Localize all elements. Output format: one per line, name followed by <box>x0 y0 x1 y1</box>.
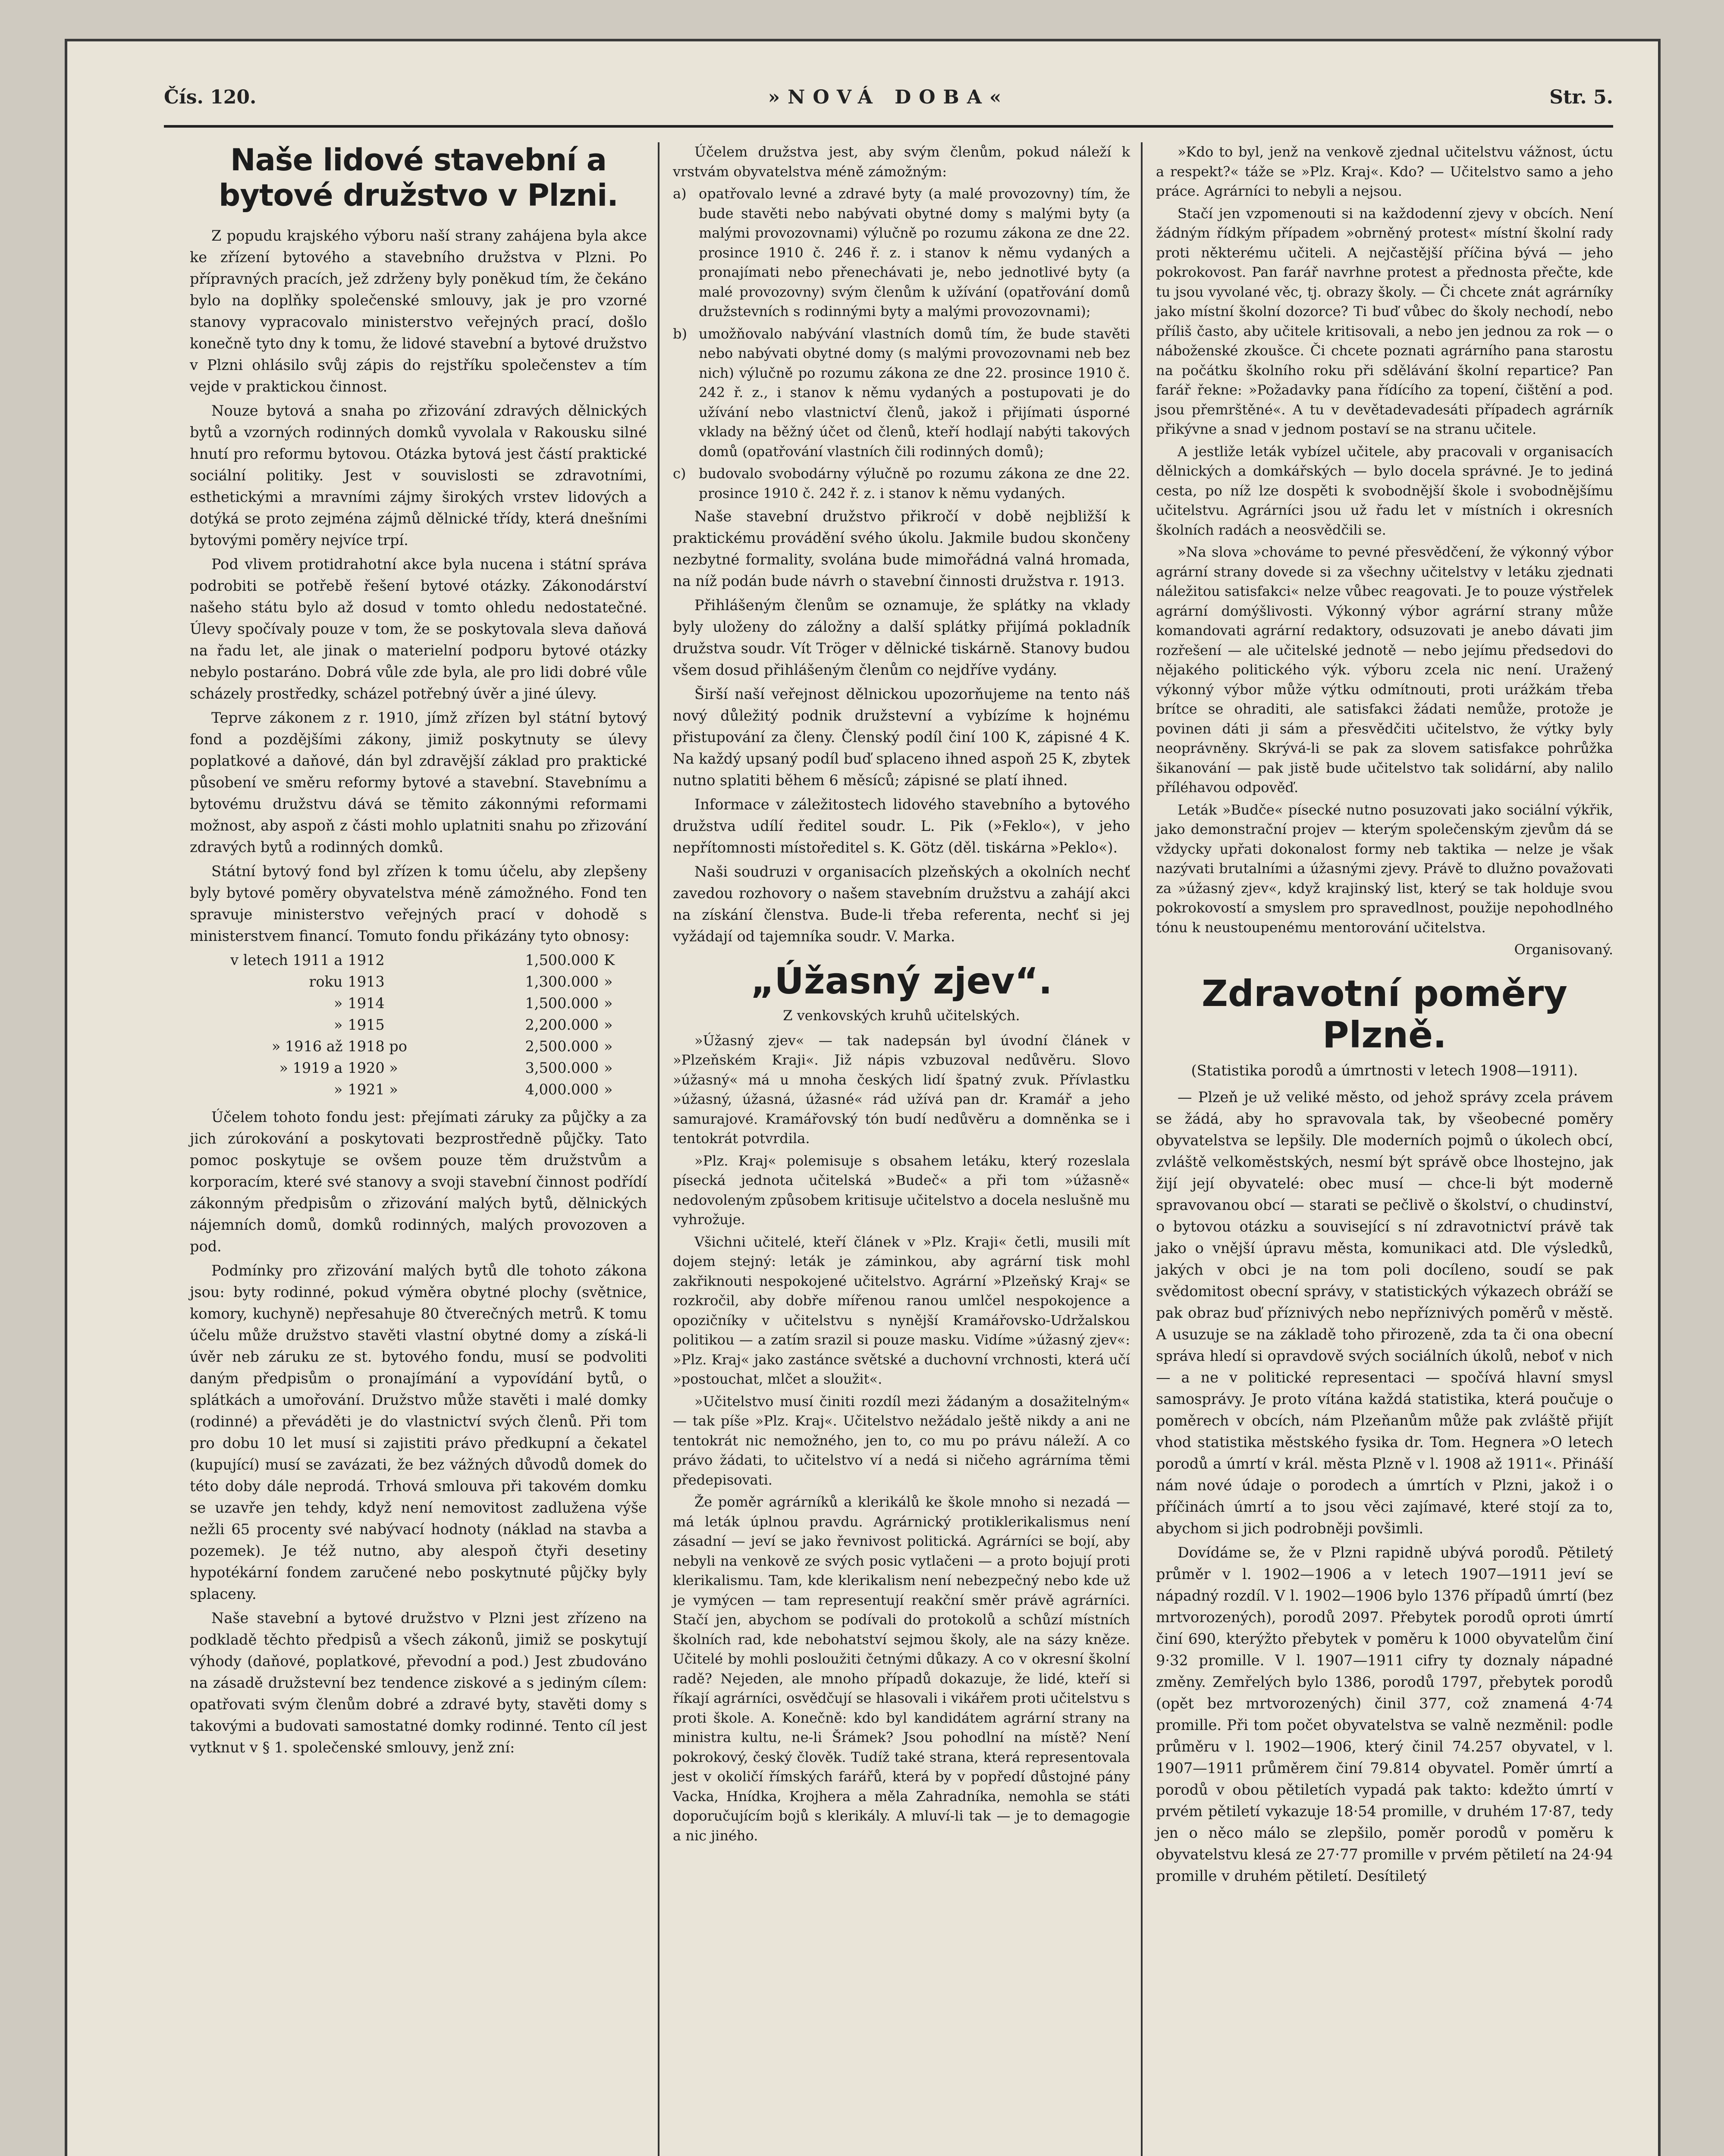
paragraph: Účelem tohoto fondu jest: přejímati záruky za půjčky a za jich zúrokování a poskytovati bezprostředně půjčky. Tato pomoc poskytuje se ovšem pouze těm družstvům a korporacím, které své stanovy a svoji stavební činnost podřídí zákonným předpisům o zřizování malých bytů, dělnických nájemních domů, domků rodinných, malých provozoven a pod. <box>190 1109 647 1255</box>
paragraph: Státní bytový fond byl zřízen k tomu účelu, aby zlepšeny byly bytové poměry obyvatelstva méně zámožného. Fond ten spravuje ministerstvo veřejných prací v dohodě s ministerstvem financí. Tomuto fondu přikázány tyto obnosy: <box>190 863 647 944</box>
paragraph: Širší naší veřejnost dělnickou upozorňujeme na tento náš nový důležitý podnik družstevní a vybízíme k hojnému přistupování za členy. Členský podíl činí 100 K, zápisné 4 K. Na každý upsaný podíl buď splaceno ihned aspoň 25 K, zbytek nutno splatiti během 6 měsíců; zápisné se platí ihned. <box>673 686 1130 789</box>
table-row: » 1921 » 4,000.000 » <box>333 1081 613 1098</box>
newspaper-page <box>65 39 1661 2156</box>
table-row: v letech 1911 a 1912 1,500.000 K <box>230 952 615 968</box>
column-divider <box>1141 142 1143 2156</box>
paragraph: Informace v záležitostech lidového stavebního a bytového družstva udílí ředitel soudr. L. Pik (»Feklo«), v jeho nepřítomnosti místoředitel s. K. Götz (děl. tiskárna »Peklo«). <box>673 796 1130 856</box>
table-row: » 1919 a 1920 » 3,500.000 » <box>279 1059 613 1076</box>
table-row: » 1915 2,200.000 » <box>333 1016 613 1033</box>
article-title-health: Zdravotní poměry Plzně. <box>1201 972 1568 1056</box>
paragraph: Naši soudruzi v organisacích plzeňských a okolních nechť zavedou rozhovory o našem stavebním družstvu a zahájí akci na získání členstva. Bude-li třeba referenta, nechť si jej vyžádají od tajemníka soudr. V. Marka. <box>673 863 1130 945</box>
paragraph: Dovídáme se, že v Plzni rapidně ubývá porodů. Pětiletý průměr v l. 1902—1906 a v letech 1907—1911 jeví se nápadný rozdíl. V l. 1902—1906 bylo 1376 případů úmrtí (bez mrtvorozených), porodů 2097. Přebytek porodů oproti úmrtí činí 690, kterýžto přebytek v poměru k 1000 obyvatelům činí 9·32 promille. V l. 1907—1911 cifry ty doznaly nápadné změny. Zemřelých bylo 1386, porodů 1797, přebytek porodů (opět bez mrtvorozených) činil 377, což znamená 4·74 promille. Při tom počet obyvatelstva se valně nezměnil: podle průměru v l. 1902—1906, který činil 74.257 obyvatel, v l. 1907—1911 průměrem činí 79.814 obyvatel. Poměr úmrtí a porodů v obou pětiletích vypadá pak takto: kdežto úmrtí v prvém pětiletí vykazuje 18·54 promille, v druhém 17·87, tedy jen o něco málo se zlepšilo, poměr porodů v poměru k obyvatelstvu klesá ze 27·77 promille v prvém pětiletí na 24·94 promille v druhém pětiletí. Desítiletý <box>1156 1544 1613 1884</box>
paragraph: Teprve zákonem z r. 1910, jímž zřízen byl státní bytový fond a pozdějšími zákony, jimiž poskytnuty se úlevy poplatkové a daňové, dán byl zdravější základ pro praktické působení ve směru reformy bytové a stavební. Stavebnímu a bytovému družstvu dává se těmito zákonnými reformami možnost, aby aspoň z části mohlo uplatniti snahu po zřizování zdravých bytů a rodinných domků. <box>190 709 647 856</box>
purpose-list <box>673 184 1130 503</box>
list-item: a) opatřovalo levné a zdravé byty (a malé provozovny) tím, že bude stavěti nebo nabývati obytné domy s malými byty (a malými provozovnami) výlučně po rozumu zákona ze dne 22. prosince 1910 č. 246 ř. z. i stanov k němu vydaných a pronajímati nebo přenechávati je, nebo jednotlivé byty (a malé provozovny) svým členům k užívání (opatřování domů družstevních s rodinnými byty a malými provozovnami); <box>673 185 1130 320</box>
table-row: roku 1913 1,300.000 » <box>309 973 613 990</box>
article-subtitle: Z venkovských kruhů učitelských. <box>783 1007 1020 1024</box>
list-item: b) umožňovalo nabývání vlastních domů tím, že bude stavěti nebo nabývati obytné domy (s malými provozovnami neb bez nich) výlučně po rozumu zákona ze dne 22. prosince 1910 č. 242 ř. z., i stanov k němu vydaných a postupovati je do užívání nebo vlastnictví členů, jakož i přijímati úsporné vklady na běžný účet od členů, kteří hodlají nabýti takových domů (opatřování vlastních čili rodinných domů); <box>673 325 1130 460</box>
paragraph: Přihlášeným členům se oznamuje, že splátky na vklady byly uloženy do záložny a další splátky přijímá pokladník družstva soudr. Vít Tröger v dělnické tiskárně. Stanovy budou všem dosud přihlášeným členům co nejdříve vydány. <box>673 597 1130 678</box>
signature: Organisovaný. <box>1514 941 1613 958</box>
column-divider <box>658 142 659 2156</box>
paragraph: »Plz. Kraj« polemisuje s obsahem letáku, který rozeslala písecká jednota učitelská »Budeč« a při tom »úžasně« nedovoleným způsobem kritisuje učitelstvo a docela neslušně mu vyhrožuje. <box>673 1152 1130 1228</box>
column-3 <box>1156 142 1613 1890</box>
table-row: » 1914 1,500.000 » <box>333 995 613 1012</box>
paragraph: »Kdo to byl, jenž na venkově zjednal učitelstvu vážnost, úctu a respekt?« táže se »Plz. Kraj«. Kdo? — Učitelstvo samo a jeho práce. Agrárníci to nebyli a nejsou. <box>1156 144 1613 199</box>
paragraph: — Plzeň je už veliké město, od jehož správy zcela právem se žádá, aby ho spravovala tak, by všeobecné poměry obyvatelstva se lepšily. Dle moderních pojmů o úkolech obcí, zvláště velkoměstských, nesmí být správě obce lhostejno, jak žijí její obyvatelé: obec musí — chce-li být moderně spravovanou obcí — starati se pečlivě o školství, o chudinství, o bytovou otázku a související s ní zdravotnictví právě tak jako o vnější úpravu města, komunikaci atd. Dle výsledků, jakých v obci je na tom poli docíleno, soudí se pak svědomitost obecní správy, v statistických výkazech obráží se pak obraz buď příznivých nebo nepříznivých poměrů v městě. A usuzuje se na základě toho přirozeně, zda ta či ona obecní správa hledí si opravdově svých sociálních úkolů, neboť v nich — a ne v politické representaci — spočívá hlavní smysl samosprávy. Je proto vítána každá statistika, která poučuje o poměrech v obcích, nám Plzeňanům může pak zvláště přijít vhod statistika městského fysika dr. Tom. Hegnera »O letech porodů a úmrtí v král. města Plzně v l. 1908 až 1911«. Přináší nám nové údaje o porodech a úmrtích v Plzni, jakož i o příčinách úmrtí a to jsou věci zajímavé, které stojí za to, abychom si jich podrobněji povšimli. <box>1156 1088 1613 1537</box>
paragraph: Účelem družstva jest, aby svým členům, pokud náleží k vrstvám obyvatelstva méně zámožným: <box>673 144 1130 180</box>
paragraph: Leták »Budče« písecké nutno posuzovati jako sociální výkřik, jako demonstrační projev — kterým společenským zjevům dá se vždycky upřati dokonalost formy neb taktika — nelze je však nazývati brutalními a úžasnými zjevy. Právě to dlužno považovati za »úžasný zjev«, když krajinský list, který se tak holduje svou pokrokovostí a smyslem pro spravedlnost, použije nepohodlného tónu k neustoupenému mentorování učitelstva. <box>1156 801 1613 936</box>
paragraph: »Na slova »chováme to pevné přesvědčení, že výkonný výbor agrární strany dovede si za všechny učitelstvy v letáku zjednati náležitou satisfakci« nelze vůbec reagovati. Je to pouze výstřelek agrární domýšlivosti. Výkonný výbor agrární strany může komandovati agrární redaktory, odsuzovati je anebo dávati jim rozřešení — ale učitelské jednotě — nebo jejímu předsedovi do nějakého politického výk. výboru zcela nic není. Uražený výkonný výbor může výtku odmítnouti, proti urážkám třeba brítce se ohraditi, ale satisfakci žádati nemůže, protože je povinen dáti ji sám a přesvědčiti učitelstvo, že výtky byly neoprávněny. Skrývá-li se pak za slovem satisfakce pohrůžka šikanování — pak jistě bude učitelstvo tak solidární, aby nalilo příléhavou odpověď. <box>1156 544 1613 796</box>
column-1 <box>190 142 647 1761</box>
header-rule <box>164 125 1613 128</box>
list-item: c) budovalo svobodárny výlučně po rozumu zákona ze dne 22. prosince 1910 č. 242 ř. z. i stanov k němu vydaných. <box>673 465 1130 501</box>
article-subtitle: (Statistika porodů a úmrtnosti v letech 1908—1911). <box>1191 1062 1578 1079</box>
paragraph: Stačí jen vzpomenouti si na každodenní zjevy v obcích. Není žádným řídkým případem »obrněný protest« místní školní rady proti některému učiteli. A nejčastější příčina bývá — jeho pokrokovost. Pan farář navrhne protest a přednosta přečte, kde tu jsou vyvolané věc, tj. obrazy školy. — Či chcete znát agrárníky jako místní školní dozorce? Ti buď vůbec do školy nechodí, nebo příliš často, aby učitele kritisovali, a nebo jen jednou za rok — o náboženské zkoušce. Či chcete poznati agrárního pana starostu na počátku školního roku při sdělávání školní repartice? Pan farář řekne: »Požadavky pana řídícího za topení, čištění a pod. jsou přemrštěné«. A tu v devětadevadesáti případech agrárník přikývne a snad v jednom postaví se na stranu učitele. <box>1156 205 1613 437</box>
paragraph: Všichni učitelé, kteří článek v »Plz. Kraji« četli, musili mít dojem stejný: leták je záminkou, aby agrární tisk mohl zakřiknouti nespokojené učitelstvo. Agrární »Plzeňský Kraj« se rozkročil, aby dobře mířenou ranou umlčel nespokojence a opozičníky v učitelstvu s nynější Kramářovsko-Udržalskou politikou — a zatím srazil si pouze masku. Vidíme »úžasný zjev«: »Plz. Kraj« jako zastánce světské a duchovní vrchnosti, která učí »postouchat, mlčet a sloužit«. <box>673 1233 1130 1387</box>
paragraph: Naše stavební družstvo přikročí v době nejbližší k praktickému provádění svého úkolu. Jakmile budou skončeny nezbytné formality, svolána bude mimořádná valná hromada, na níž podán bude návrh o stavební činnosti družstva r. 1913. <box>673 508 1130 589</box>
paragraph: »Úžasný zjev« — tak nadepsán byl úvodní článek v »Plzeňském Kraji«. Již nápis vzbuzoval nedůvěru. Slovo »úžasný« má u mnoha českých lidí špatný zvuk. Přívlastku »úžasný, úžasná, úžasné« rád užívá pan dr. Kramář a jeho samurajové. Kramářovský tón budí nedůvěru a domněnka se i tentokrát potvrdila. <box>673 1032 1130 1147</box>
article-title-phenomenon: „Úžasný zjev“. <box>751 960 1052 1002</box>
issue-number: Čís. 120. <box>164 86 257 108</box>
paragraph: Z popudu krajského výboru naší strany zahájena byla akce ke zřízení bytového a stavebního družstva v Plzni. Po přípravných pracích, jež zdrženy byly poněkud tím, že čekáno bylo na doplňky společenské smlouvy, jak je pro vzorné stanovy vypracovalo ministerstvo veřejných prací, došlo konečně tyto dny k tomu, že lidové stavební a bytové družstvo v Plzni ohlásilo svůj zápis do rejstříku společenstev a tím vejde v praktickou činnost. <box>190 227 647 395</box>
fund-amounts-table <box>190 950 647 1100</box>
paragraph: Pod vlivem protidrahotní akce byla nucena i státní správa podrobiti se potřebě řešení bytové otázky. Zákonodárství našeho státu bylo až dosud v tomto ohledu nedostatečné. Úlevy spočívaly pouze v tom, že se poskytovala sleva daňová na řadu let, ale jinak o materielní podporu bytové otázky nebylo postaráno. Dobrá vůle zde byla, ale pro lidi dobré vůle scházely prostředky, scházel potřebný úvěr a jiné úlevy. <box>190 556 647 702</box>
article-title-housing: Naše lidové stavební a bytové družstvo v Plzni. <box>219 142 618 213</box>
paragraph: Nouze bytová a snaha po zřizování zdravých dělnických bytů a vzorných rodinných domků vyvolala v Rakousku silné hnutí pro reformu bytovou. Otázka bytová jest částí praktické sociální politiky. Jest v souvislosti se zdravotními, esthetickými a mravními zájmy širokých vrstev lidových a dotýká se proto zejména zájmů dělnické třídy, která dnešními bytovými poměry nejvíce trpí. <box>190 402 647 548</box>
paragraph: »Učitelstvo musí činiti rozdíl mezi žádaným a dosažitelným« — tak píše »Plz. Kraj«. Učitelstvo nežádalo ještě nikdy a ani ne tentokrát nic nemožného, jen to, co mu po právu náleží. A co právo žádati, to učitelstvo ví a nedá si ničeho agrárníma těmi předepisovati. <box>673 1393 1130 1488</box>
paragraph: Naše stavební a bytové družstvo v Plzni jest zřízeno na podkladě těchto předpisů a všech zákonů, jimiž se poskytují výhody (daňové, poplatkové, převodní a pod.) Jest zbudováno na zásadě družstevní bez tendence ziskové a s jediným cílem: opatřovati svým členům dobré a zdravé byty, stavěti domy s takovými a budovati samostatné domky rodinné. Tento cíl jest vytknut v § 1. společenské smlouvy, jenž zní: <box>190 1610 647 1756</box>
paragraph: A jestliže leták vybízel učitele, aby pracovali v organisacích dělnických a domkářských — bylo docela správné. Je to jediná cesta, po níž lze dospěti k svobodnější škole i svobodnějšímu učitelstvu. Agrárníci jsou už řadu let v místních i okresních školních radách a neosvědčili se. <box>1156 443 1613 538</box>
paragraph: Podmínky pro zřizování malých bytů dle tohoto zákona jsou: byty rodinné, pokud výměra obytné plochy (světnice, komory, kuchyně) nepřesahuje 80 čtverečných metrů. K tomu účelu může družstvo stavěti vlastní obytné domy a získá-li úvěr neb záruku ze st. bytového fondu, musí se podvoliti daným předpisům o pronajímání a vypovídání bytů, o splátkách a umořování. Družstvo může stavěti i malé domky (rodinné) a převáděti je do vlastnictví svých členů. Při tom pro dobu 10 let musí si zajistiti právo předkupní a čekatel (kupující) musí se zavázati, že bez vážných důvodů domek do této doby dále neprodá. Trhová smlouva při takovém domku se uzavře jen tehdy, když není nemovitost zadlužena výše nežli 65 procenty své nabývací hodnoty (náklad na stavba a pozemek). Je též nutno, aby alespoň čtyři desetiny hypotékární fondem zaručené nebo poskytnuté půjčky byly splaceny. <box>190 1262 647 1602</box>
column-2 <box>673 142 1130 1848</box>
page-header <box>164 82 1613 121</box>
newspaper-name: »NOVÁ DOBA« <box>768 86 1009 108</box>
table-row: » 1916 až 1918 po 2,500.000 » <box>271 1038 613 1055</box>
paragraph: Že poměr agrárníků a klerikálů ke škole mnoho si nezadá — má leták úplnou pravdu. Agrárnický protiklerikalismus není zásadní — jeví se jako řevnivost politická. Agrárníci se bojí, aby nebyli na venkově ze svých posic vytlačeni — a proto bojují proti klerikalismu. Tam, kde klerikalism není nebezpečný nebo kde už je vymýcen — tam representují reakční směr právě agrárníci. Stačí jen, abychom se podívali do protokolů a schůzí místních školních rad, kde nebohatství sejmou školy, ale na sázy kněze. Učitelé by mohli posloužiti četnými důkazy. A co v okresní školní radě? Nejeden, ale mnoho případů dokazuje, že lidé, kteří si říkají agrárníci, osvědčují se hlasovali i vikářem proti učitelstvu s proti škole. A. Konečně: kdo byl kandidátem agrární strany na ministra kultu, ne-li Šrámek? Jsou pohodlní na místě? Není pokrokový, český člověk. Tudíž také strana, která representovala jest v okoličí římských farářů, která by v popředí důstojné pány Vacka, Hnídka, Krojhera a měla Zahradníka, nemohla se státi doporučujícím bojů s klerikály. A mluví-li tak — je to demagogie a nic jiného. <box>673 1494 1130 1844</box>
page-number: Str. 5. <box>1549 86 1613 108</box>
